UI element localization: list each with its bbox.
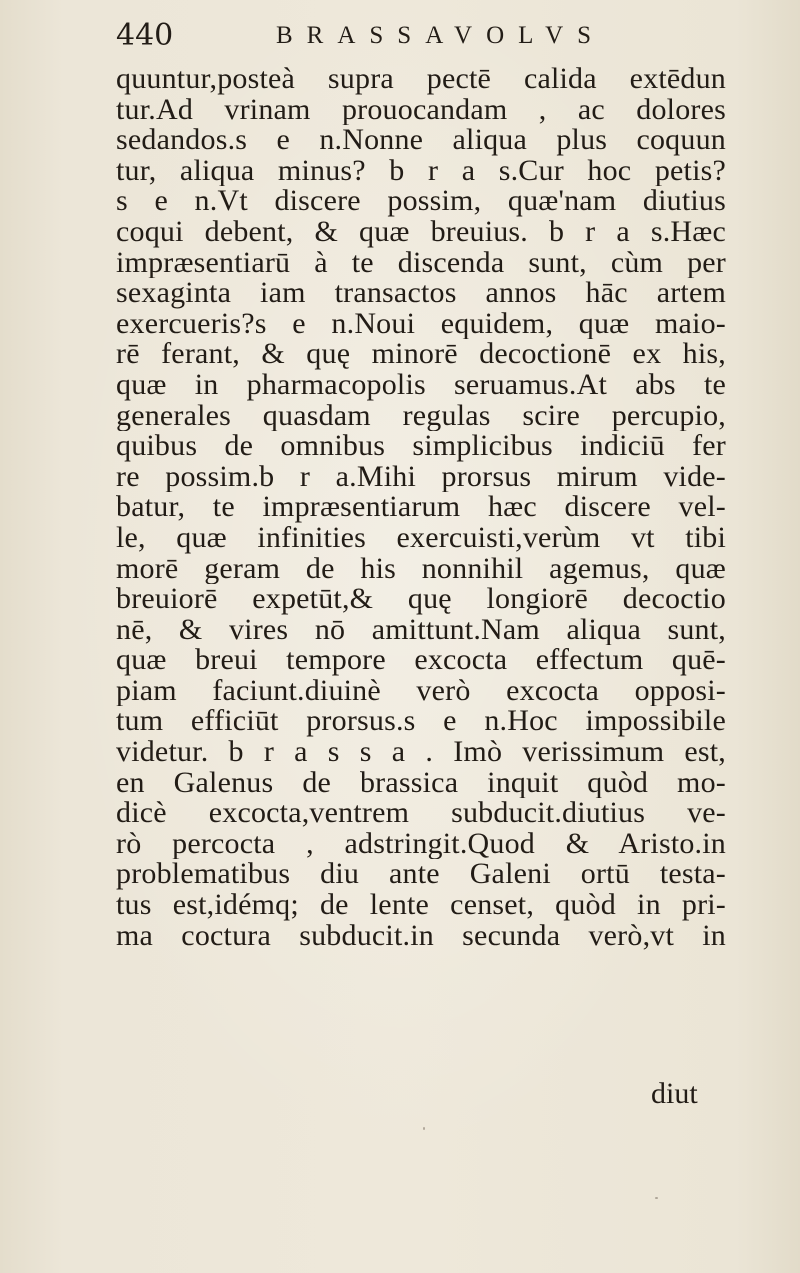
text-line: quæ in pharmacopolis seruamus.At abs te [116,369,726,401]
body-text [116,64,726,951]
text-line: le, quæ infinities exercuisti,verùm vt tibi [116,522,726,554]
page-header [116,14,716,58]
text-line: exercueris?s e n.Noui equidem, quæ maio- [116,308,726,340]
text-line: tus est,idémq; de lente censet, quòd in pri- [116,890,726,921]
text-line: tur, aliqua minus? b r a s.Cur hoc petis? [116,155,726,187]
text-line: tur.Ad vrinam prouocandam , ac dolores [116,94,726,126]
text-line: impræsentiarū à te discenda sunt, cùm per [116,247,726,279]
text-line: problematibus diu ante Galeni ortū testa- [116,859,726,891]
page-number: 440 [116,18,174,53]
paper-speck [423,1127,425,1130]
text-line: re possim.b r a.Mihi prorsus mirum vide- [116,461,726,493]
text-line: tum efficiūt prorsus.s e n.Hoc impossibile [116,706,726,738]
text-line: videtur. b r a s s a . Imò verissimum est, [116,737,726,768]
text-line: piam faciunt.diuinè verò excocta opposi- [116,675,726,707]
text-line: quibus de omnibus simplicibus indiciū fer [116,431,726,462]
text-line: rò percocta , adstringit.Quod & Aristo.in [116,828,726,860]
text-line: coqui debent, & quæ breuius. b r a s.Hæc [116,216,726,248]
paper-speck [655,1197,658,1199]
text-line: generales quasdam regulas scire percupio, [116,400,726,432]
text-line: dicè excocta,ventrem subducit.diutius ve- [116,798,726,829]
text-line: quuntur,posteà supra pectē calida extēdun [116,64,726,95]
text-line: en Galenus de brassica inquit quòd mo- [116,767,726,799]
text-line: rē ferant, & quę minorē decoctionē ex his, [116,339,726,370]
catchword: diut [651,1077,698,1110]
text-line: quæ breui tempore excocta effectum quē- [116,645,726,676]
text-line: sedandos.s e n.Nonne aliqua plus coquun [116,125,726,156]
text-line: morē geram de his nonnihil agemus, quæ [116,553,726,585]
text-line: nē, & vires nō amittunt.Nam aliqua sunt, [116,614,726,646]
text-line: batur, te impræsentiarum hæc discere vel- [116,492,726,523]
text-line: breuiorē expetūt,& quę longiorē decoctio [116,584,726,615]
text-line: sexaginta iam transactos annos hāc artem [116,278,726,309]
running-head: BRASSAVOLVS [276,22,606,49]
text-line: ma coctura subducit.in secunda verò,vt in [116,920,726,952]
text-line: s e n.Vt discere possim, quæ'nam diutius [116,186,726,217]
